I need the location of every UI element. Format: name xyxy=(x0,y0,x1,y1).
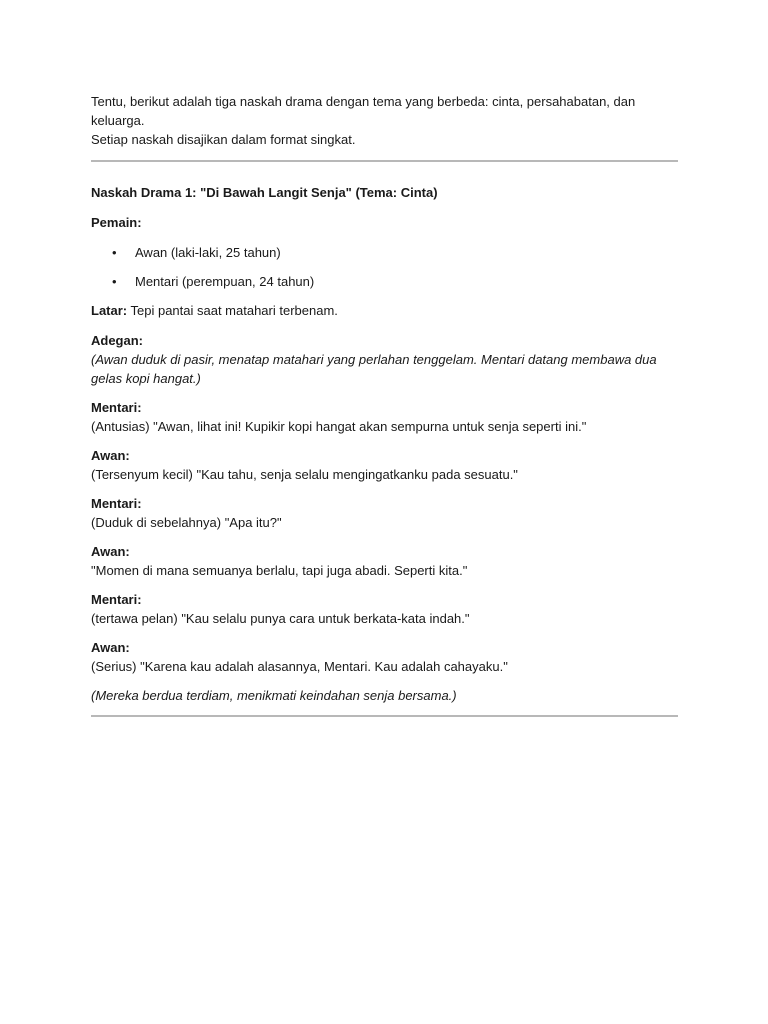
dialogue-block xyxy=(91,638,678,676)
dialogue-line: (Serius) "Karena kau adalah alasannya, Mentari. Kau adalah cahayaku." xyxy=(91,659,508,674)
dialogue-line: "Momen di mana semuanya berlalu, tapi juga abadi. Seperti kita." xyxy=(91,563,468,578)
cast-heading xyxy=(91,213,678,232)
bullet-icon: • xyxy=(112,245,117,260)
dialogue-block xyxy=(91,542,678,580)
setting-label: Latar: xyxy=(91,303,128,318)
intro-line-2: Setiap naskah disajikan dalam format singkat. xyxy=(91,132,356,147)
scene-text: (Awan duduk di pasir, menatap matahari yang perlahan tenggelam. Mentari datang membawa dua gelas kopi hangat.) xyxy=(91,352,657,386)
horizontal-rule-bottom xyxy=(91,715,678,717)
dialogue-line: (tertawa pelan) "Kau selalu punya cara untuk berkata-kata indah." xyxy=(91,611,470,626)
cast-list xyxy=(91,243,678,291)
dialogue-block xyxy=(91,446,678,484)
dialogue-block xyxy=(91,590,678,628)
speaker-name: Awan: xyxy=(91,544,130,559)
speaker-name: Mentari: xyxy=(91,400,142,415)
horizontal-rule-top xyxy=(91,160,678,162)
closing-stage-direction: (Mereka berdua terdiam, menikmati keindahan senja bersama.) xyxy=(91,688,457,703)
dialogue-block xyxy=(91,494,678,532)
cast-label: Pemain: xyxy=(91,215,142,230)
dialogue-line: (Antusias) "Awan, lihat ini! Kupikir kopi hangat akan sempurna untuk senja seperti ini." xyxy=(91,419,587,434)
setting-paragraph xyxy=(91,301,678,320)
document-content xyxy=(91,92,678,717)
speaker-name: Awan: xyxy=(91,448,130,463)
speaker-name: Mentari: xyxy=(91,496,142,511)
cast-item-text: Awan (laki-laki, 25 tahun) xyxy=(135,245,281,260)
speaker-name: Awan: xyxy=(91,640,130,655)
scene-label: Adegan: xyxy=(91,333,143,348)
scene-paragraph xyxy=(91,331,678,388)
intro-line-1: Tentu, berikut adalah tiga naskah drama dengan tema yang berbeda: cinta, persahabatan, dan keluarga. xyxy=(91,94,636,128)
cast-item xyxy=(91,272,678,291)
cast-item xyxy=(91,243,678,262)
dialogue-line: (Duduk di sebelahnya) "Apa itu?" xyxy=(91,515,282,530)
intro-paragraph xyxy=(91,92,678,149)
setting-text: Tepi pantai saat matahari terbenam. xyxy=(127,303,338,318)
dialogue-line: (Tersenyum kecil) "Kau tahu, senja selalu mengingatkanku pada sesuatu." xyxy=(91,467,518,482)
cast-item-text: Mentari (perempuan, 24 tahun) xyxy=(135,274,315,289)
bullet-icon: • xyxy=(112,274,117,289)
script-title: Naskah Drama 1: "Di Bawah Langit Senja" (Tema: Cinta) xyxy=(91,185,438,200)
speaker-name: Mentari: xyxy=(91,592,142,607)
dialogue-block xyxy=(91,398,678,436)
